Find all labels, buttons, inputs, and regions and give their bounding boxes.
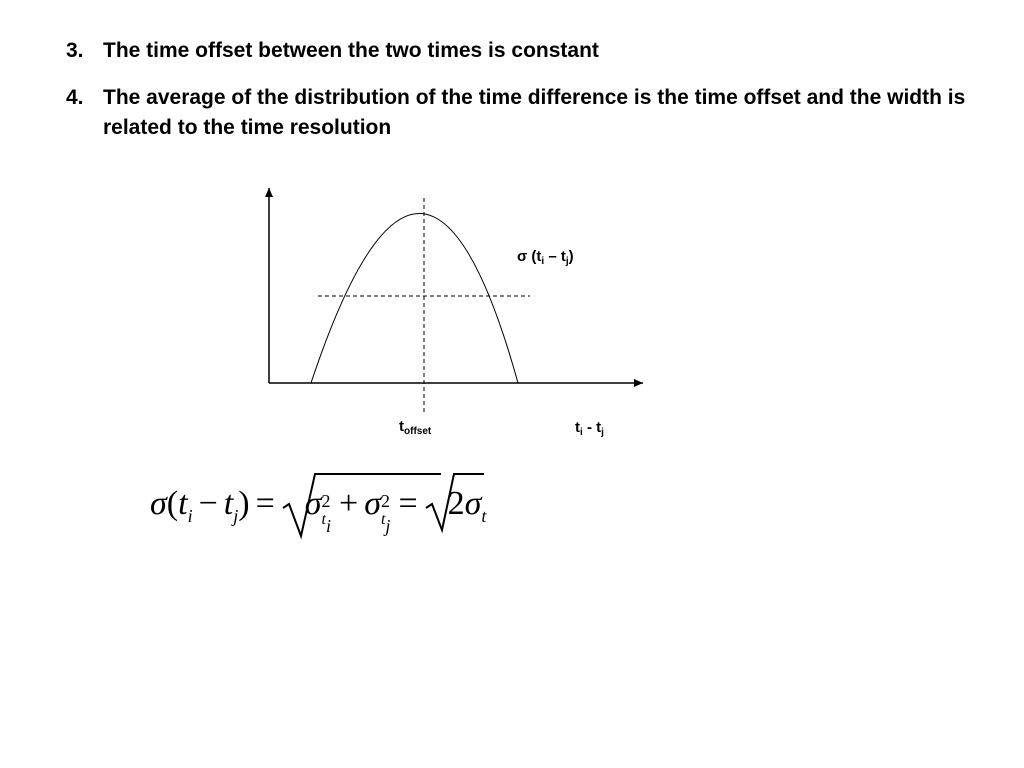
list-number: 3. — [66, 39, 84, 62]
sigma-formula: $\sigma(t_i - t_j)$ = σ 2 $t_i$ + σ 2 $t_j$ = $2\sigma_t$ — [150, 470, 486, 546]
list-number: 4. — [66, 86, 84, 109]
radical-sign-icon — [424, 470, 484, 540]
list-text: The time offset between the two times is constant — [103, 39, 599, 62]
sigma-label: σ $(t_i - t_j)$ — [517, 248, 574, 267]
square-root-1: σ 2 $t_i$ + σ 2 $t_j$ — [281, 470, 393, 535]
distribution-curve — [311, 214, 518, 384]
list-text: The average of the distribution of the time difference is the time offset and the width is related to the time resolution — [103, 86, 966, 139]
x-axis-label: $t_i - t_j$ — [575, 419, 604, 438]
toffset-label: $t_{offset}$ — [399, 418, 432, 437]
radical-sign-icon — [281, 470, 441, 540]
square-root-2: 2 — [424, 470, 465, 534]
